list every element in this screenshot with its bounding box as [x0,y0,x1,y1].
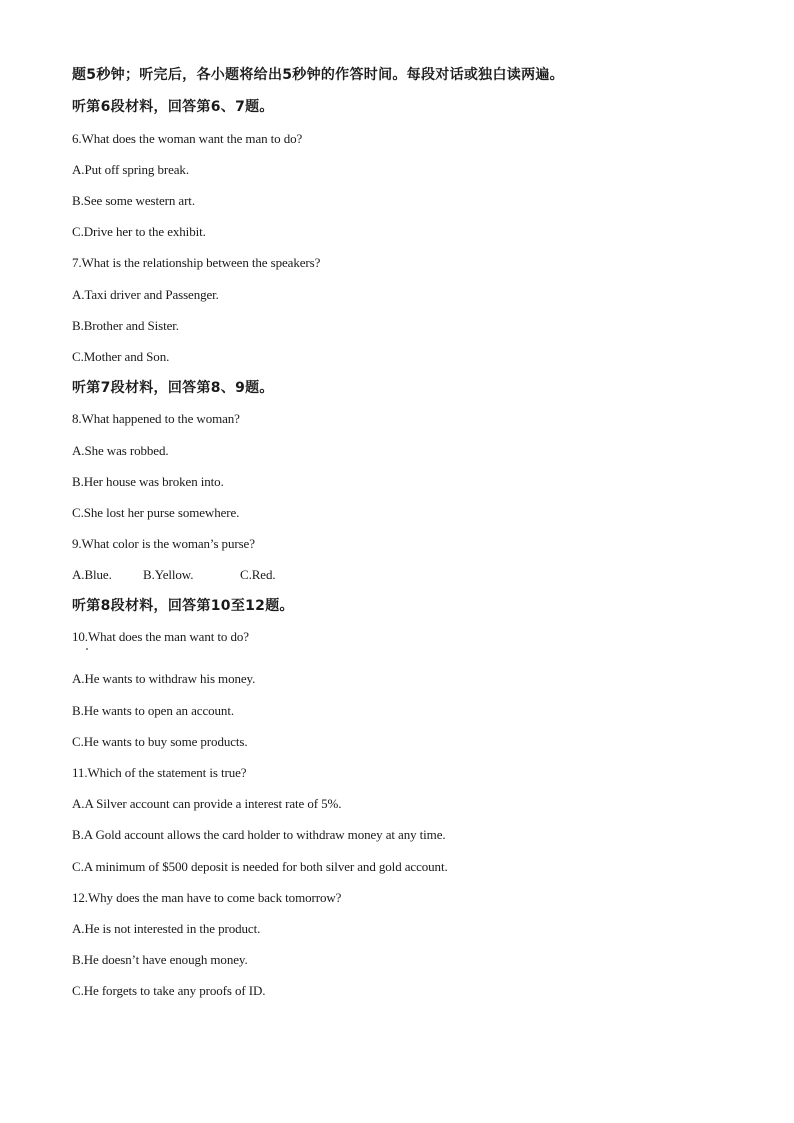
question-8-option-c: C.She lost her purse somewhere. [72,505,240,520]
question-6: 6.What does the woman want the man to do? [72,131,303,146]
stray-dot-mark [86,648,88,650]
question-9: 9.What color is the woman’s purse? [72,536,255,551]
question-9-option-c: C.Red. [240,567,276,582]
question-8-option-a: A.She was robbed. [72,443,169,458]
question-12-option-b: B.He doesn’t have enough money. [72,952,248,967]
intro-text: 题5秒钟；听完后，各小题将给出5秒钟的作答时间。每段对话或独白读两遍。 [72,67,564,83]
question-6-option-a: A.Put off spring break. [72,162,189,177]
question-8: 8.What happened to the woman? [72,411,240,426]
question-7-option-c: C.Mother and Son. [72,349,170,364]
section-7-heading: 听第7段材料，回答第8、9题。 [72,380,274,396]
question-9-option-b: B.Yellow. [143,567,194,582]
question-11-option-c: C.A minimum of $500 deposit is needed for both silver and gold account. [72,859,448,874]
question-6-option-c: C.Drive her to the exhibit. [72,224,206,239]
question-9-option-a: A.Blue. [72,567,112,582]
question-12-option-a: A.He is not interested in the product. [72,921,261,936]
question-7: 7.What is the relationship between the speakers? [72,255,321,270]
question-6-option-b: B.See some western art. [72,193,195,208]
section-8-heading: 听第8段材料，回答第10至12题。 [72,598,294,614]
question-7-option-a: A.Taxi driver and Passenger. [72,287,219,302]
section-6-heading: 听第6段材料，回答第6、7题。 [72,99,274,115]
question-11: 11.Which of the statement is true? [72,765,247,780]
question-12: 12.Why does the man have to come back tomorrow? [72,890,342,905]
question-10-option-a: A.He wants to withdraw his money. [72,671,256,686]
question-10-option-b: B.He wants to open an account. [72,703,234,718]
question-11-option-b: B.A Gold account allows the card holder to withdraw money at any time. [72,827,446,842]
question-8-option-b: B.Her house was broken into. [72,474,224,489]
question-10: 10.What does the man want to do? [72,629,249,644]
question-7-option-b: B.Brother and Sister. [72,318,179,333]
question-10-option-c: C.He wants to buy some products. [72,734,248,749]
question-12-option-c: C.He forgets to take any proofs of ID. [72,983,266,998]
question-11-option-a: A.A Silver account can provide a interest rate of 5%. [72,796,342,811]
